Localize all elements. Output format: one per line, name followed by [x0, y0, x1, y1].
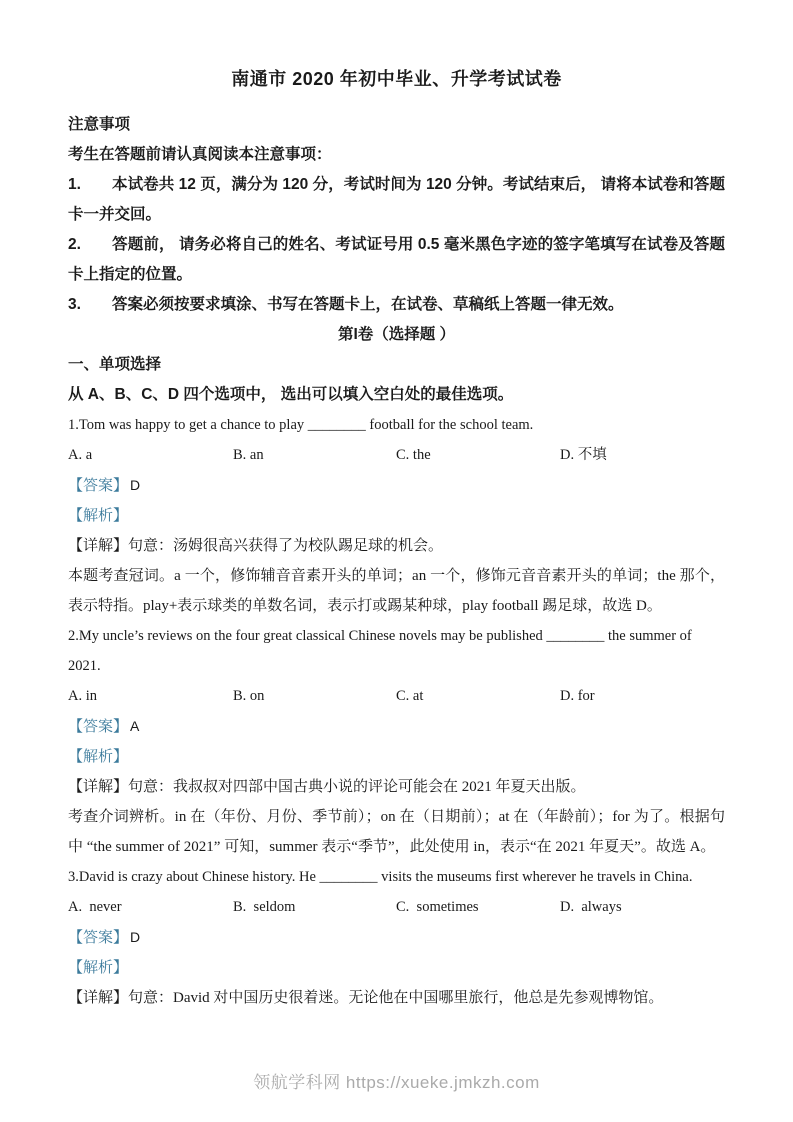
- question-2-option-b: B. on: [233, 688, 265, 704]
- notice-item-3-number: 3.: [68, 296, 81, 313]
- question-2-detail: 【详解】句意：我叔叔对四部中国古典小说的评论可能会在 2021 年夏天出版。: [68, 779, 586, 795]
- question-2-explanation: 考查介词辨析。in 在（年份、月份、季节前）；on 在（日期前）；at 在（年龄前）；for 为了。根据句中 “the summer of 2021” 可知，summer 表示“季节”，此处使用 in，表示“在 2021 年夏天”。故选 A。: [68, 809, 725, 855]
- question-1-answer-value: D: [130, 477, 141, 493]
- question-2-options: [68, 681, 725, 711]
- question-3-option-a: A. never: [68, 899, 122, 915]
- question-2-answer-line: [68, 711, 725, 742]
- question-1-stem: 1.Tom was happy to get a chance to play ________ football for the school team.: [68, 417, 534, 433]
- answer-label: 【答案】: [68, 478, 129, 494]
- question-3-answer-line: [68, 922, 725, 953]
- question-3-option-d: D. always: [560, 899, 622, 915]
- question-3-detail: 【详解】句意：David 对中国历史很着迷。无论他在中国哪里旅行，他总是先参观博物馆。: [68, 990, 664, 1006]
- part-title: 一、单项选择: [68, 356, 162, 373]
- question-2-answer-value: A: [130, 718, 140, 734]
- question-1-option-c: C. the: [396, 447, 431, 463]
- notice-item-1-number: 1.: [68, 176, 81, 193]
- notice-item-1: [68, 170, 725, 230]
- notice-item-2-number: 2.: [68, 236, 81, 253]
- question-3-options: [68, 892, 725, 922]
- question-1-analysis-line: [68, 501, 725, 531]
- part-instruction: 从 A、B、C、D 四个选项中， 选出可以填入空白处的最佳选项。: [68, 386, 514, 403]
- question-1-option-a: A. a: [68, 447, 93, 463]
- analysis-label: 【解析】: [68, 960, 129, 976]
- question-1-option-b: B. an: [233, 447, 264, 463]
- notice-subheading: 考生在答题前请认真阅读本注意事项：: [68, 146, 332, 163]
- question-3-stem: 3.David is crazy about Chinese history. He ________ visits the museums first wherever he travels in China.: [68, 869, 693, 885]
- question-3-option-b: B. seldom: [233, 899, 296, 915]
- question-1-explanation: 本题考查冠词。a 一个，修饰辅音音素开头的单词；an 一个，修饰元音音素开头的单词；the 那个，表示特指。play+表示球类的单数名词，表示打或踢某种球，play football 踢足球，故选 D。: [68, 568, 725, 614]
- answer-label: 【答案】: [68, 930, 129, 946]
- notice-item-2: [68, 230, 725, 290]
- analysis-label: 【解析】: [68, 749, 129, 765]
- question-2-option-d: D. for: [560, 688, 595, 704]
- volume-title: 第I卷（选择题 ）: [337, 326, 456, 343]
- answer-label: 【答案】: [68, 719, 129, 735]
- analysis-label: 【解析】: [68, 508, 129, 524]
- question-1-options: [68, 440, 725, 470]
- question-1-answer-line: [68, 470, 725, 501]
- notice-item-3-text: 答案必须按要求填涂、书写在答题卡上，在试卷、草稿纸上答题一律无效。: [112, 296, 624, 313]
- question-2-option-c: C. at: [396, 688, 424, 704]
- question-3-analysis-line: [68, 953, 725, 983]
- site-watermark: 领航学科网 https://xueke.jmkzh.com: [253, 1073, 540, 1092]
- question-2-option-a: A. in: [68, 688, 97, 704]
- question-2-stem: 2.My uncle’s reviews on the four great classical Chinese novels may be published ________ the summer of 2021.: [68, 628, 692, 674]
- notice-heading: 注意事项: [68, 116, 131, 133]
- notice-item-2-text: 答题前， 请务必将自己的姓名、考试证号用 0.5 毫米黑色字迹的签字笔填写在试卷及答题卡上指定的位置。: [68, 236, 725, 283]
- question-3-option-c: C. sometimes: [396, 899, 479, 915]
- question-block-1: [68, 410, 725, 621]
- notice-item-3: [68, 290, 725, 320]
- page-title: 南通市 2020 年初中毕业、升学考试试卷: [231, 69, 562, 89]
- question-3-answer-value: D: [130, 929, 141, 945]
- question-1-option-d: D. 不填: [560, 447, 607, 463]
- notice-item-1-text: 本试卷共 12 页，满分为 120 分，考试时间为 120 分钟。考试结束后， 请将本试卷和答题卡一并交回。: [68, 176, 725, 223]
- question-block-3: [68, 862, 725, 1013]
- question-2-analysis-line: [68, 742, 725, 772]
- question-block-2: [68, 621, 725, 862]
- question-1-detail: 【详解】句意：汤姆很高兴获得了为校队踢足球的机会。: [68, 538, 444, 554]
